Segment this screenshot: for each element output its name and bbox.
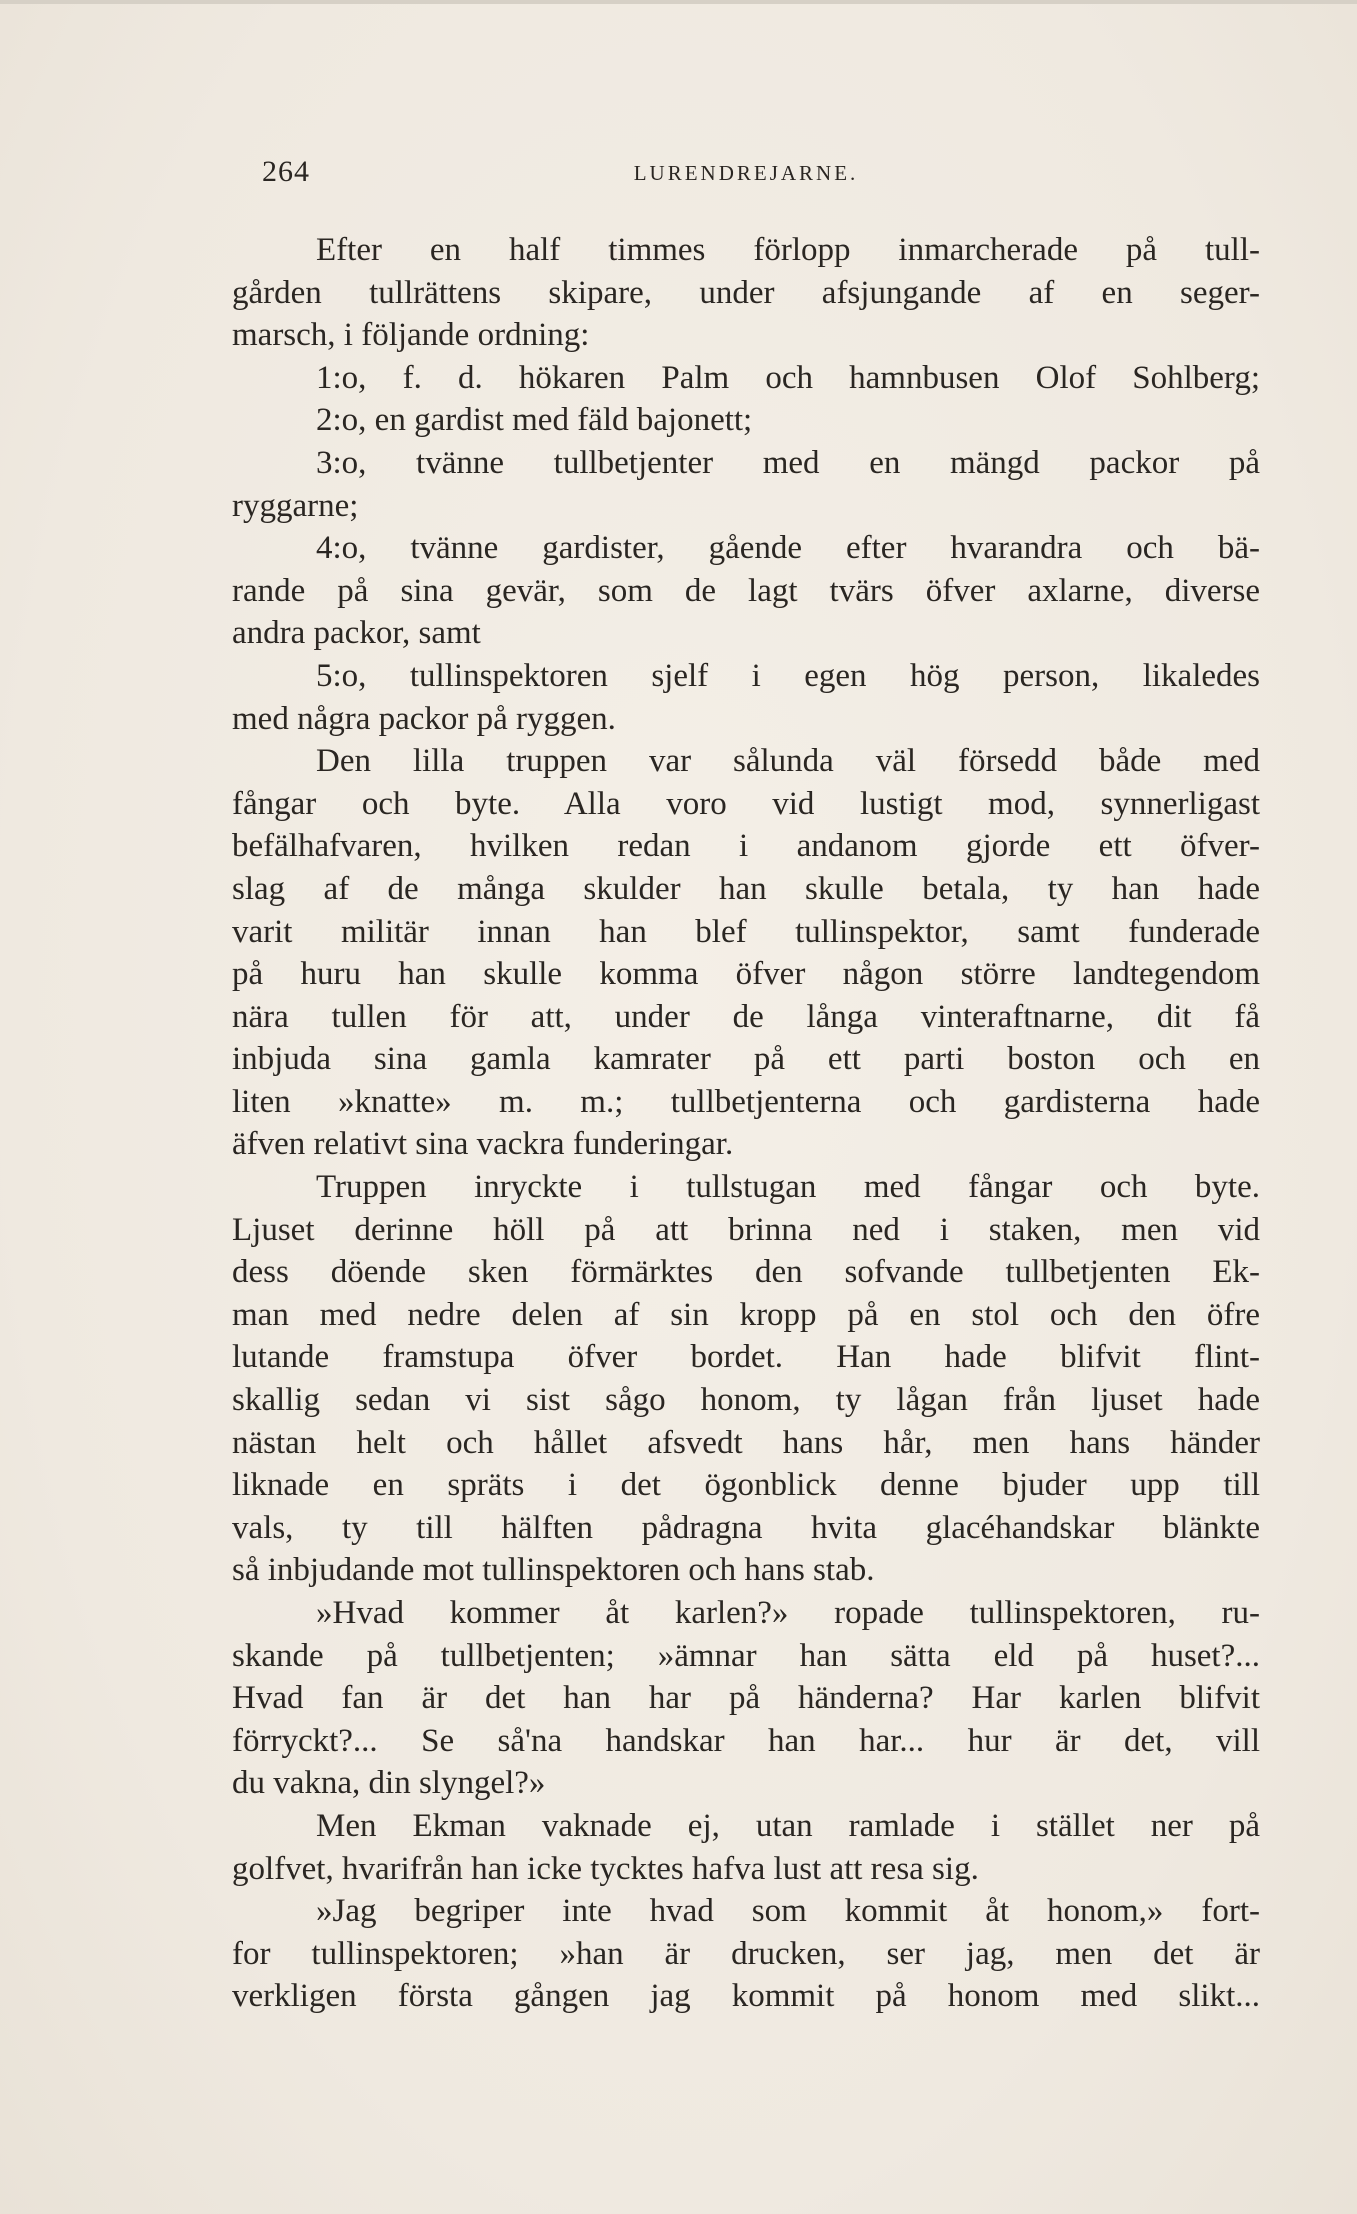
text-line: 1:o, f. d. hökaren Palm och hamnbusen Olof Sohlberg; [316,359,1260,396]
text-line: fångar och byte. Alla voro vid lustigt mod, synnerligast [232,785,1260,822]
running-title: LURENDREJARNE. [633,161,859,185]
text-line: 5:o, tullinspektoren sjelf i egen hög person, likaledes [316,657,1260,694]
text-line: på huru han skulle komma öfver någon större landtegendom [232,956,1260,993]
text-line: äfven relativt sina vackra funderingar. [232,1126,734,1163]
text-line: man med nedre delen af sin kropp på en stol och den öfre [232,1296,1260,1333]
text-line: nära tullen för att, under de långa vinteraftnarne, dit få [232,998,1260,1035]
text-line: for tullinspektoren; »han är drucken, ser jag, men det är [232,1935,1260,1972]
text-line: rande på sina gevär, som de lagt tvärs öfver axlarne, diverse [232,572,1260,609]
text-line: lutande framstupa öfver bordet. Han hade blifvit flint- [232,1339,1260,1376]
text-line: nästan helt och hållet afsvedt hans hår, men hans händer [232,1424,1260,1461]
text-line: skallig sedan vi sist sågo honom, ty lågan från ljuset hade [232,1382,1260,1419]
text-line: Efter en half timmes förlopp inmarcherade på tull- [316,232,1260,268]
text-line: andra packor, samt [232,615,481,652]
text-line: du vakna, din slyngel?» [232,1765,546,1802]
text-line: dess döende sken förmärktes den sofvande tullbetjenten Ek- [232,1254,1260,1291]
text-line: marsch, i följande ordning: [232,317,590,354]
text-line: liten »knatte» m. m.; tullbetjenterna och gardisterna hade [232,1083,1260,1120]
running-head [232,155,1260,195]
text-line: golfvet, hvarifrån han icke tycktes hafva lust att resa sig. [232,1850,979,1887]
page-number: 264 [262,155,310,188]
text-line: förryckt?... Se så'na handskar han har... hur är det, vill [232,1722,1260,1759]
text-line: 2:o, en gardist med fäld bajonett; [316,402,753,439]
text-line: skande på tullbetjenten; »ämnar han sätta eld på huset?... [232,1637,1260,1674]
text-line: ryggarne; [232,487,359,524]
text-line: gården tullrättens skipare, under afsjungande af en seger- [232,274,1260,311]
text-line: verkligen första gången jag kommit på honom med slikt... [232,1978,1260,2015]
text-line: slag af de många skulder han skulle betala, ty han hade [232,870,1260,907]
text-line: varit militär innan han blef tullinspektor, samt funderade [232,913,1260,950]
text-line: Ljuset derinne höll på att brinna ned i staken, men vid [232,1211,1260,1248]
text-line: »Hvad kommer åt karlen?» ropade tullinspektoren, ru- [316,1595,1260,1631]
text-line: »Jag begriper inte hvad som kommit åt honom,» fort- [316,1893,1260,1930]
body-text [232,229,1260,2018]
text-line: så inbjudande mot tullinspektoren och hans stab. [232,1552,875,1589]
text-line: befälhafvaren, hvilken redan i andanom gjorde ett öfver- [232,828,1260,865]
text-line: Men Ekman vaknade ej, utan ramlade i stället ner på [316,1807,1260,1844]
text-line: inbjuda sina gamla kamrater på ett parti boston och en [232,1041,1260,1078]
text-line: Hvad fan är det han har på händerna? Har karlen blifvit [232,1680,1260,1717]
text-line: vals, ty till hälften pådragna hvita glacéhandskar blänkte [232,1509,1260,1546]
text-line: Truppen inryckte i tullstugan med fångar och byte. [316,1169,1260,1206]
page-top-edge [0,0,1357,4]
text-line: Den lilla truppen var sålunda väl försedd både med [316,743,1260,780]
text-line: med några packor på ryggen. [232,700,616,737]
text-line: 3:o, tvänne tullbetjenter med en mängd packor på [316,444,1260,481]
text-line: 4:o, tvänne gardister, gående efter hvarandra och bä- [316,530,1260,567]
text-line: liknade en spräts i det ögonblick denne bjuder upp till [232,1467,1260,1504]
